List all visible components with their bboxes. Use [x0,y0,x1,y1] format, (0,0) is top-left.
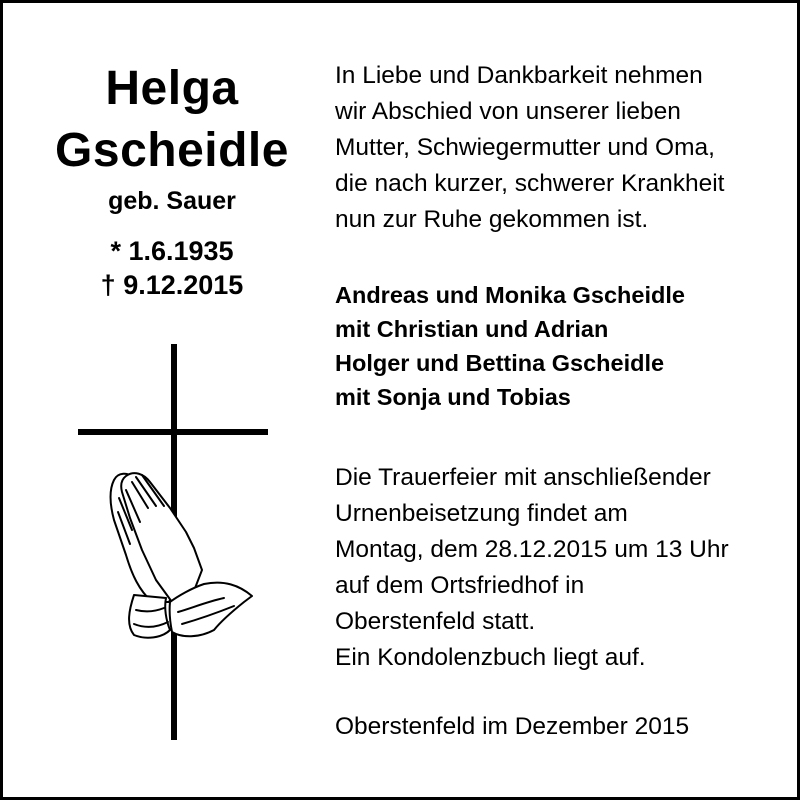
family-line: Holger und Bettina Gscheidle [335,350,665,376]
intro-text [335,58,785,238]
place-date-line: Oberstenfeld im Dezember 2015 [335,713,690,740]
ceremony-line: Montag, dem 28.12.2015 um 13 Uhr [335,536,729,563]
ceremony-line: Oberstenfeld statt. [335,608,536,635]
intro-line: Mutter, Schwiegermutter und Oma, [335,134,715,161]
place-and-date [335,709,785,745]
praying-hands-icon [111,473,252,638]
intro-line: In Liebe und Dankbarkeit nehmen [335,62,703,89]
family-line: Andreas und Monika Gscheidle [335,282,685,308]
ceremony-line: auf dem Ortsfriedhof in [335,572,585,599]
ceremony-line: Die Trauerfeier mit anschließender [335,464,711,491]
intro-line: nun zur Ruhe gekommen ist. [335,206,649,233]
message-column [335,58,785,745]
death-date: † 9.12.2015 [100,270,244,300]
family-line: mit Sonja und Tobias [335,384,571,410]
ceremony-line: Urnenbeisetzung findet am [335,500,628,527]
last-name: Gscheidle [55,124,289,177]
first-name: Helga [105,62,239,115]
family-line: mit Christian und Adrian [335,316,609,342]
family-names [335,278,785,414]
intro-line: die nach kurzer, schwerer Krankheit [335,170,725,197]
cross-and-hands-symbol [74,340,274,740]
birth-date: * 1.6.1935 [110,236,234,266]
life-dates [40,234,304,302]
deceased-block [40,58,304,302]
intro-line: wir Abschied von unserer lieben [335,98,681,125]
maiden-name: geb. Sauer [108,187,236,215]
ceremony-line: Ein Kondolenzbuch liegt auf. [335,644,646,671]
ceremony-info [335,460,785,676]
